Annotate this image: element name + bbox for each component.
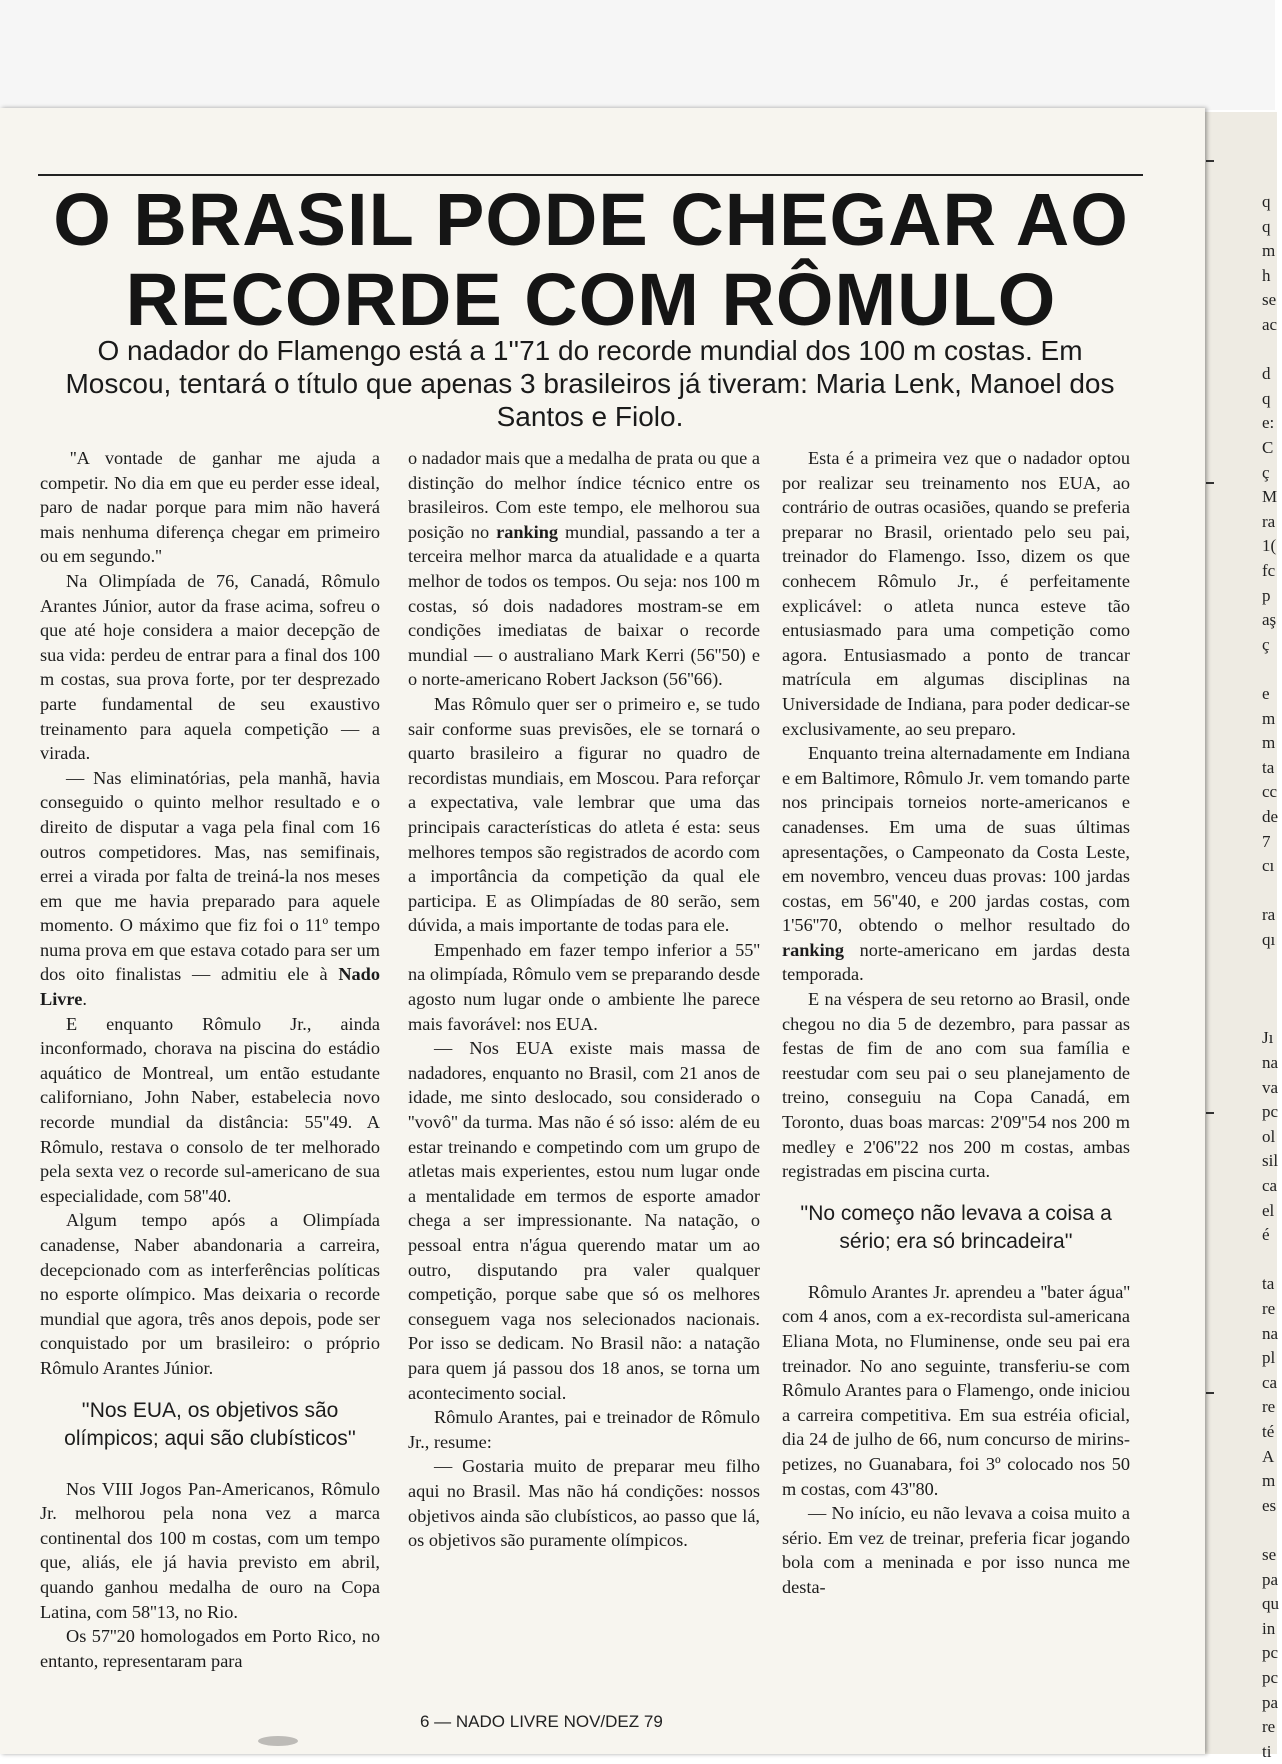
paragraph: — Gostaria muito de preparar meu filho aqui no Brasil. Mas não há condições: nossos objetivos ainda são clubísticos, ao passo que lá, os objetivos são puramente olímpicos. (408, 1456, 760, 1551)
paragraph: Os 57''20 homologados em Porto Rico, no entanto, representaram para (40, 1626, 380, 1671)
next-page-fragment: qu (1262, 1594, 1279, 1614)
next-page-fragment: re (1262, 1299, 1276, 1318)
next-page-fragment: té (1262, 1422, 1275, 1441)
next-page-fragment: m (1262, 733, 1276, 753)
page-edge-mark (1206, 482, 1214, 484)
next-page-fragment: cı (1262, 856, 1275, 876)
next-page-fragment: A (1262, 1446, 1275, 1466)
next-page-fragment: aş (1262, 610, 1277, 630)
next-page-fragment: M (1262, 487, 1278, 507)
next-page-fragment: ra (1262, 511, 1276, 531)
adjacent-page-edge (1198, 112, 1279, 1761)
next-page-fragment: pa (1262, 1569, 1279, 1589)
ink-smudge (258, 1736, 298, 1746)
paragraph: Rômulo Arantes Jr. aprendeu a ''bater água'' com 4 anos, com a ex-recordista sul-americana Eliana Mota, no Fluminense, onde seu pai era treinador. No ano seguinte, transferiu-se com Rômulo Arantes para o Flamengo, onde iniciou a carreira competitiva. Em sua estréia oficial, dia 24 de julho de 66, num concurso de mirins-petizes, no Guanabara, foi 3º colocado nos 50 m costas, com 43''80. (782, 1281, 1130, 1499)
next-page-fragment: re (1262, 1717, 1276, 1737)
next-page-fragment: fc (1262, 561, 1276, 580)
column-1 (40, 446, 380, 1673)
next-page-fragment: re (1262, 1397, 1276, 1417)
next-page-fragment: m (1262, 241, 1276, 261)
page-edge-mark (1206, 1112, 1214, 1114)
next-page-fragment: ca (1262, 1176, 1278, 1195)
next-page-fragment: qı (1262, 930, 1276, 949)
next-page-fragment: na (1262, 1053, 1279, 1072)
next-page-fragment: m (1262, 708, 1276, 728)
next-page-fragment: ca (1262, 1372, 1278, 1392)
page-edge-mark (1206, 1392, 1214, 1394)
next-page-fragment: va (1262, 1077, 1279, 1097)
next-page-fragment: e (1262, 684, 1270, 703)
next-page-fragment: pc (1262, 1102, 1279, 1122)
next-page-fragment: se (1262, 290, 1277, 310)
paragraph: Enquanto treina alternadamente em Indiana e em Baltimore, Rômulo Jr. vem tomando parte nos principais torneios norte-americanos e canadenses. Em uma de suas últimas apresentações, o Campeonato da Costa Leste, em novembro, venceu duas provas: 100 jardas costas, em 56''40, e 200 jardas costas, com 1'56''70, obtendo o melhor resultado do ranking norte-americano em jardas desta temporada. (782, 743, 1130, 985)
paragraph: — Nos EUA existe mais massa de nadadores, enquanto no Brasil, com 21 anos de idade, me sinto deslocado, sou considerado o ''vovô'' da turma. Mas não é só isso: além de eu estar treinando e competindo com um grupo de atletas mais experientes, estou num lugar onde a mentalidade em termos de esporte amador chega a ser impressionante. Na natação, o pessoal entra n'água querendo matar um ao outro, disputando pra valer qualquer competição, porque sabe que só os melhores conseguem vaga nos selecionados nacionais. Por isso se dedicam. No Brasil não: a natação para quem já passou dos 18 anos, se torna um acontecimento social. (408, 1038, 760, 1403)
headline: O BRASIL PODE CHEGAR AO RECORDE COM RÔMULO (53, 178, 1129, 341)
next-page-fragment: ol (1262, 1126, 1276, 1146)
next-page-fragment: pc (1262, 1643, 1279, 1663)
section-title: ''No começo não levava a coisa a sério; era só brincadeira'' (800, 1201, 1112, 1253)
next-page-fragment: p (1262, 585, 1271, 605)
next-page-fragment: h (1262, 265, 1271, 285)
next-page-fragment: pc (1262, 1668, 1279, 1687)
next-page-fragment: el (1262, 1200, 1275, 1220)
paragraph: Esta é a primeira vez que o nadador optou por realizar seu treinamento nos EUA, ao contrário de outras ocasiões, quando se preferia preparar no Brasil, orientado pelo seu pai, treinador do Flamengo. Isso, dizem os que conhecem Rômulo Jr., é perfeitamente explicável: o atleta nunca esteve tão entusiasmado para uma competição como agora. Entusiasmado a ponto de trancar matrícula em algumas disciplinas na Universidade de Indiana, para poder dedicar-se exclusivamente, ao seu preparo. (782, 448, 1130, 739)
next-page-fragment: e: (1262, 413, 1275, 433)
next-page-fragment: ta (1262, 757, 1275, 777)
paragraph: — Nas eliminatórias, pela manhã, havia conseguido o quinto melhor resultado e o direito de disputar a vaga pela final com 16 outros competidores. Mas, nas semifinais, errei a virada por falta de treiná-la nos meses em que me havia preparado para aquele momento. O máximo que fiz foi o 11º tempo numa prova em que estava cotado para ser um dos oito finalistas — admitiu ele à Nado Livre. (40, 767, 380, 1010)
next-page-fragment: pl (1262, 1348, 1276, 1368)
next-page-fragment: d (1262, 364, 1271, 384)
next-page-fragment: é (1262, 1225, 1270, 1245)
next-page-fragment: ta (1262, 1274, 1275, 1294)
next-page-fragment: ç (1262, 634, 1270, 654)
next-page-fragment: in (1262, 1618, 1276, 1638)
paragraph: E enquanto Rômulo Jr., ainda inconformado, chorava na piscina do estádio aquático de Montreal, um então estudante californiano, John Naber, estabelecia novo recorde mundial da distância: 55''49. A Rômulo, restava o consolo de ter melhorado pela sexta vez o recorde sul-americano de sua especialidade, com 58''40. (40, 1013, 380, 1206)
scanner-background (0, 0, 1275, 110)
next-page-fragment: ra (1262, 905, 1276, 925)
paragraph: E na véspera de seu retorno ao Brasil, onde chegou no dia 5 de dezembro, para passar as festas de fim de ano com sua família e reestudar com seu pai o seu planejamento de treino, conseguiu na Copa Canadá, em Toronto, duas boas marcas: 2'09''54 nos 200 m medley e 2'06''22 nos 200 m costas, ambas registradas em piscina curta. (782, 989, 1130, 1182)
next-page-fragment: 1( (1262, 536, 1277, 556)
next-page-fragment: se (1262, 1545, 1277, 1564)
next-page-fragment: q (1262, 192, 1271, 211)
next-page-fragment: 7 (1262, 831, 1271, 851)
section-title: ''Nos EUA, os objetivos são olímpicos; aqui são clubísticos'' (64, 1398, 356, 1450)
next-page-fragment: es (1262, 1495, 1277, 1515)
page-footer: 6 — NADO LIVRE NOV/DEZ 79 (420, 1712, 663, 1731)
paragraph: Algum tempo após a Olimpíada canadense, Naber abandonaria a carreira, decepcionado com as interferências políticas no esporte olímpico. Mas deixaria o recorde mundial que agora, três anos depois, pode ser conquistado por um brasileiro: o próprio Rômulo Arantes Júnior. (40, 1210, 380, 1378)
next-page-fragment: ç (1262, 462, 1270, 482)
paragraph: Rômulo Arantes, pai e treinador de Rômulo Jr., resume: (408, 1407, 760, 1452)
paragraph: — No início, eu não levava a coisa muito a sério. Em vez de treinar, preferia ficar jogando bola com a meninada e por isso nunca me desta- (782, 1503, 1130, 1597)
paragraph: Na Olimpíada de 76, Canadá, Rômulo Arantes Júnior, autor da frase acima, sofreu o que até hoje considera a maior decepção de sua vida: perdeu de entrar para a final dos 100 m costas, sua prova forte, por ter desprezado parte fundamental de seu exaustivo treinamento para aquela competição — a virada. (40, 570, 380, 764)
next-page-fragment: na (1262, 1323, 1279, 1343)
header-rule (38, 174, 1143, 176)
next-page-fragment: ac (1262, 315, 1278, 334)
next-page-fragment: C (1262, 438, 1274, 457)
next-page-fragment: de (1262, 807, 1279, 826)
paragraph: Empenhado em fazer tempo inferior a 55'' na olimpíada, Rômulo vem se preparando desde agosto num lugar onde o ambiente lhe parece mais favorável: nos EUA. (408, 939, 760, 1034)
paragraph: o nadador mais que a medalha de prata ou que a distinção do melhor índice técnico entre os brasileiros. Com este tempo, ele melhorou sua posição no ranking mundial, passando a ter a terceira melhor marca da atualidade e a quarta melhor de todos os tempos. Ou seja: nos 100 m costas, só dois nadadores mostram-se em condições imediatas de baixar o recorde mundial — o australiano Mark Kerri (56''50) e o norte-americano Robert Jackson (56''66). (408, 448, 760, 690)
paragraph: ''A vontade de ganhar me ajuda a competir. No dia em que eu perder esse ideal, paro de nadar porque para mim não haverá mais nenhuma diferença chegar em primeiro ou em segundo.'' (40, 448, 380, 567)
subheadline: O nadador do Flamengo está a 1''71 do recorde mundial dos 100 m costas. Em Moscou, tentará o título que apenas 3 brasileiros já tiveram: Maria Lenk, Manoel dos Santos e Fiolo. (65, 335, 1115, 432)
paragraph: Mas Rômulo quer ser o primeiro e, se tudo sair conforme suas previsões, ele se tornará o quarto brasileiro a figurar no quadro de recordistas mundiais, em Moscou. Para reforçar a expectativa, vale lembrar que uma das principais características do atleta é esta: seus melhores tempos são registrados de acordo com a importância da competição da qual ele participa. E as Olimpíadas de 80 serão, sem dúvida, a mais importante de todas para ele. (408, 693, 760, 936)
next-page-fragment: ti (1262, 1741, 1272, 1761)
next-page-fragment: q (1262, 216, 1271, 236)
next-page-fragment: q (1262, 388, 1271, 408)
column-2 (408, 446, 760, 1553)
next-page-fragment: pa (1262, 1692, 1279, 1712)
next-page-fragment: m (1262, 1471, 1276, 1491)
next-page-fragment: Jı (1262, 1028, 1274, 1048)
column-3 (782, 446, 1130, 1600)
next-page-fragment: sil (1262, 1151, 1279, 1171)
next-page-fragment: cc (1262, 782, 1278, 802)
page-edge-mark (1206, 160, 1214, 162)
paragraph: Nos VIII Jogos Pan-Americanos, Rômulo Jr. melhorou pela nona vez a marca continental dos 100 m costas, com um tempo que, aliás, ele já havia previsto em abril, quando ganhou medalha de ouro na Copa Latina, com 58''13, no Rio. (40, 1478, 380, 1622)
